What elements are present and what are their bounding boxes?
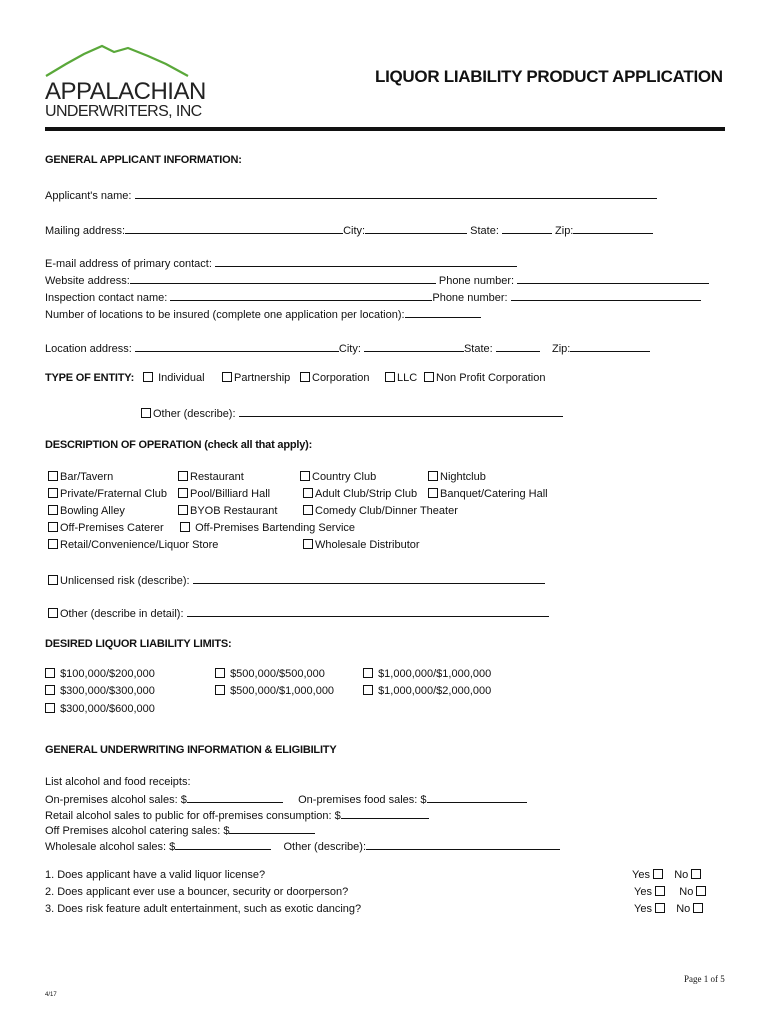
location-address-row <box>45 341 650 355</box>
locations-row <box>45 307 481 321</box>
entity-llc[interactable] <box>385 372 417 384</box>
logo-subname: UNDERWRITERS, INC <box>45 103 202 120</box>
applicant-name-label: Applicant's name: <box>45 190 132 202</box>
entity-other-label: Other (describe): <box>153 408 236 420</box>
op-label: Pool/Billiard Hall <box>190 488 271 500</box>
wholesale-row <box>45 839 560 853</box>
yes-checkbox[interactable] <box>653 869 663 879</box>
op-label: Off-Premises Bartending Service <box>195 522 356 534</box>
website-label: Website address: <box>45 275 130 287</box>
page-number: Page 1 of 5 <box>684 974 725 984</box>
op-adult-club[interactable] <box>303 488 417 500</box>
op-comedy[interactable] <box>303 505 458 517</box>
no-label: No <box>676 903 691 915</box>
email-field[interactable] <box>215 256 517 267</box>
checkbox[interactable] <box>180 522 190 532</box>
email-row <box>45 256 517 270</box>
op-label: Nightclub <box>440 471 486 483</box>
limits-heading: DESIRED LIQUOR LIABILITY LIMITS: <box>45 638 232 650</box>
op-other-field[interactable] <box>187 606 549 617</box>
checkbox[interactable] <box>178 471 188 481</box>
entity-option-label: Individual <box>158 372 205 384</box>
unlicensed-field[interactable] <box>193 573 545 584</box>
limit-label: $300,000/$600,000 <box>60 703 155 715</box>
inspection-phone-field[interactable] <box>511 290 701 301</box>
checkbox[interactable] <box>48 522 58 532</box>
checkbox[interactable] <box>48 505 58 515</box>
op-private-club[interactable] <box>48 488 167 500</box>
location-city-label: City: <box>338 343 361 355</box>
op-label: Bar/Tavern <box>60 471 114 483</box>
checkbox[interactable] <box>215 685 225 695</box>
op-nightclub[interactable] <box>428 471 486 483</box>
form-date: 4/17 <box>45 992 57 998</box>
general-heading: GENERAL APPLICANT INFORMATION: <box>45 154 242 166</box>
on-premises-row <box>45 792 527 806</box>
checkbox[interactable] <box>363 685 373 695</box>
op-country-club[interactable] <box>300 471 376 483</box>
checkbox[interactable] <box>303 488 313 498</box>
limit-option[interactable] <box>363 668 491 680</box>
limit-label: $500,000/$500,000 <box>230 668 325 680</box>
title-rule <box>45 127 725 131</box>
yes-label: Yes <box>632 869 650 881</box>
op-pool-hall[interactable] <box>178 488 270 500</box>
inspection-phone-label: Phone number: <box>432 292 508 304</box>
op-label: Wholesale Distributor <box>315 539 420 551</box>
limit-label: $1,000,000/$2,000,000 <box>378 685 492 697</box>
location-state-field[interactable] <box>496 341 540 352</box>
limit-label: $500,000/$1,000,000 <box>230 685 335 697</box>
op-banquet[interactable] <box>428 488 548 500</box>
limit-option[interactable] <box>215 685 334 697</box>
checkbox[interactable] <box>48 539 58 549</box>
limit-option[interactable] <box>45 668 155 680</box>
checkbox[interactable] <box>215 668 225 678</box>
q2-answers <box>634 886 708 898</box>
retail-row <box>45 808 429 822</box>
checkbox[interactable] <box>48 488 58 498</box>
email-label: E-mail address of primary contact: <box>45 258 212 270</box>
no-checkbox[interactable] <box>693 903 703 913</box>
entity-option-label: LLC <box>397 372 418 384</box>
catering-row <box>45 823 315 837</box>
phone-field[interactable] <box>517 273 709 284</box>
op-label: BYOB Restaurant <box>190 505 278 517</box>
logo-mountain-icon <box>44 42 190 78</box>
inspection-row <box>45 290 701 304</box>
location-address-label: Location address: <box>45 343 132 355</box>
mailing-address-label: Mailing address: <box>45 225 126 237</box>
logo-name: APPALACHIAN <box>45 78 206 105</box>
op-label: Restaurant <box>190 471 244 483</box>
entity-label: TYPE OF ENTITY: <box>45 372 135 384</box>
location-city-field[interactable] <box>364 341 464 352</box>
op-other-row <box>48 606 549 620</box>
on-food-label: On-premises food sales: $ <box>298 794 427 806</box>
applicant-name-row <box>45 188 657 202</box>
no-label: No <box>674 869 689 881</box>
inspection-contact-field[interactable] <box>170 290 432 301</box>
page-title: LIQUOR LIABILITY PRODUCT APPLICATION <box>375 67 723 86</box>
op-other-label: Other (describe in detail): <box>60 608 184 620</box>
applicant-name-field[interactable] <box>135 188 657 199</box>
checkbox[interactable] <box>424 372 434 382</box>
yes-label: Yes <box>634 903 652 915</box>
entity-other-row <box>141 406 563 420</box>
op-label: Bowling Alley <box>60 505 125 517</box>
entity-nonprofit[interactable] <box>424 372 545 384</box>
checkbox[interactable] <box>45 685 55 695</box>
no-label: No <box>679 886 694 898</box>
retail-field[interactable] <box>341 808 429 819</box>
checkbox[interactable] <box>141 408 151 418</box>
op-bowling[interactable] <box>48 505 125 517</box>
op-label: Banquet/Catering Hall <box>440 488 548 500</box>
checkbox[interactable] <box>300 471 310 481</box>
catering-label: Off Premises alcohol catering sales: $ <box>45 825 230 837</box>
checkbox[interactable] <box>303 539 313 549</box>
receipts-label: List alcohol and food receipts: <box>45 776 191 788</box>
entity-option-label: Partnership <box>234 372 291 384</box>
op-label: Off-Premises Caterer <box>60 522 164 534</box>
locations-label: Number of locations to be insured (complete one application per location): <box>45 309 405 321</box>
q1-answers <box>632 869 703 881</box>
op-retail[interactable] <box>48 539 218 551</box>
checkbox[interactable] <box>143 372 153 382</box>
entity-corporation[interactable] <box>300 372 369 384</box>
op-label: Private/Fraternal Club <box>60 488 167 500</box>
op-bartending[interactable] <box>180 522 355 534</box>
city-field[interactable] <box>365 223 467 234</box>
entity-option-label: Corporation <box>312 372 370 384</box>
website-field[interactable] <box>130 273 436 284</box>
checkbox[interactable] <box>45 668 55 678</box>
zip-field[interactable] <box>573 223 653 234</box>
question-1: 1. Does applicant have a valid liquor license? <box>45 869 266 881</box>
checkbox[interactable] <box>222 372 232 382</box>
checkbox[interactable] <box>48 608 58 618</box>
limit-option[interactable] <box>45 685 155 697</box>
op-restaurant[interactable] <box>178 471 244 483</box>
op-caterer[interactable] <box>48 522 164 534</box>
on-food-field[interactable] <box>427 792 527 803</box>
location-zip-label: Zip: <box>552 343 571 355</box>
no-checkbox[interactable] <box>696 886 706 896</box>
yes-checkbox[interactable] <box>655 903 665 913</box>
op-label: Comedy Club/Dinner Theater <box>315 505 458 517</box>
limit-option[interactable] <box>215 668 325 680</box>
locations-field[interactable] <box>405 307 481 318</box>
uw-other-field[interactable] <box>366 839 560 850</box>
state-label: State: <box>470 225 499 237</box>
op-label: Retail/Convenience/Liquor Store <box>60 539 219 551</box>
checkbox[interactable] <box>45 703 55 713</box>
unlicensed-label: Unlicensed risk (describe): <box>60 575 190 587</box>
operation-heading: DESCRIPTION OF OPERATION (check all that apply): <box>45 439 313 451</box>
checkbox[interactable] <box>48 471 58 481</box>
yes-label: Yes <box>634 886 652 898</box>
underwriting-heading: GENERAL UNDERWRITING INFORMATION & ELIGIBILITY <box>45 744 337 756</box>
checkbox[interactable] <box>303 505 313 515</box>
op-byob[interactable] <box>178 505 277 517</box>
zip-label: Zip: <box>555 225 574 237</box>
checkbox[interactable] <box>363 668 373 678</box>
checkbox[interactable] <box>428 471 438 481</box>
q3-answers <box>634 903 705 915</box>
op-bar[interactable] <box>48 471 113 483</box>
checkbox[interactable] <box>385 372 395 382</box>
question-3: 3. Does risk feature adult entertainment, such as exotic dancing? <box>45 903 362 915</box>
location-zip-field[interactable] <box>570 341 650 352</box>
checkbox[interactable] <box>428 488 438 498</box>
entity-partnership[interactable] <box>222 372 290 384</box>
uw-other-label: Other (describe): <box>283 841 367 853</box>
wholesale-label: Wholesale alcohol sales: $ <box>45 841 176 853</box>
phone-label: Phone number: <box>438 275 515 287</box>
entity-individual[interactable] <box>143 372 205 384</box>
wholesale-field[interactable] <box>175 839 271 850</box>
limit-label: $100,000/$200,000 <box>60 668 155 680</box>
op-label: Adult Club/Strip Club <box>315 488 418 500</box>
on-alcohol-label: On-premises alcohol sales: $ <box>45 794 187 806</box>
limit-label: $300,000/$300,000 <box>60 685 155 697</box>
retail-label: Retail alcohol sales to public for off-premises consumption: $ <box>45 810 341 822</box>
catering-field[interactable] <box>229 823 315 834</box>
question-2: 2. Does applicant ever use a bouncer, security or doorperson? <box>45 886 349 898</box>
state-field[interactable] <box>502 223 552 234</box>
yes-checkbox[interactable] <box>655 886 665 896</box>
mailing-address-field[interactable] <box>125 223 343 234</box>
unlicensed-row <box>48 573 545 587</box>
limit-option[interactable] <box>45 703 155 715</box>
op-wholesale[interactable] <box>303 539 420 551</box>
limit-label: $1,000,000/$1,000,000 <box>378 668 492 680</box>
inspection-contact-label: Inspection contact name: <box>45 292 168 304</box>
limit-option[interactable] <box>363 685 491 697</box>
op-label: Country Club <box>312 471 377 483</box>
city-label: City: <box>343 225 366 237</box>
entity-other-field[interactable] <box>239 406 563 417</box>
on-alcohol-field[interactable] <box>187 792 283 803</box>
location-state-label: State: <box>463 343 493 355</box>
location-address-field[interactable] <box>135 341 339 352</box>
checkbox[interactable] <box>48 575 58 585</box>
entity-option-label: Non Profit Corporation <box>436 372 546 384</box>
mailing-row <box>45 223 653 237</box>
checkbox[interactable] <box>178 488 188 498</box>
checkbox[interactable] <box>178 505 188 515</box>
checkbox[interactable] <box>300 372 310 382</box>
website-row <box>45 273 709 287</box>
no-checkbox[interactable] <box>691 869 701 879</box>
